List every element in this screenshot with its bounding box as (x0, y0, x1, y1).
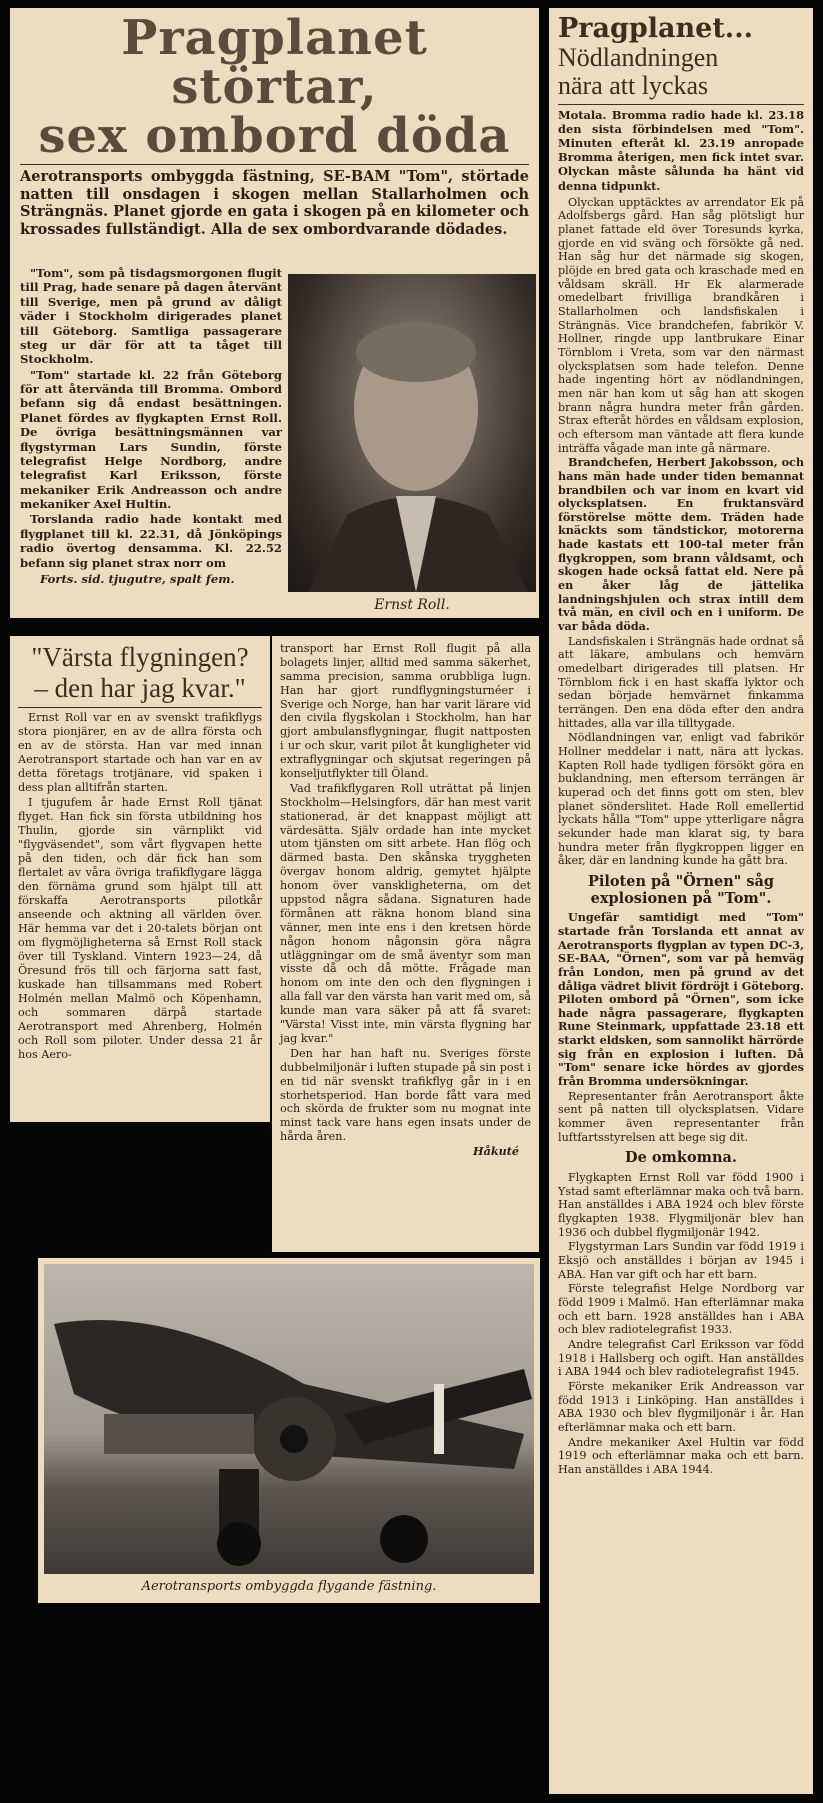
main-body-paragraph: "Tom", som på tisdagsmorgonen flugit till Prag, hade senare på dagen återvänt till Sverige, men på grund av dåligt väder i Stockholm dirigerades planet till Göteborg. Samtliga passagerare steg ur där för att ta tåget till Stockholm. (20, 266, 282, 367)
right-paragraph: Nödlandningen var, enligt vad fabrikör Hollner meddelar i natt, nära att lyckas. Kapten Roll hade tydligen försökt göra en buklandning, men eftersom terrängen är kuperad och det finns gott om sten, blev planet sönderslitet. Hade Roll emellertid lyckats hålla "Tom" uppe ytterligare några sekunder hade man klarat sig, ty bara hundra meter från flygkroppen ligger en åker, där en landning kunde ha gått bra. (558, 731, 804, 868)
ornen-subheading (558, 874, 804, 907)
tribute-left-column (18, 711, 262, 1062)
omkomna-paragraph: Förste telegrafist Helge Nordborg var född 1909 i Malmö. Han efterlämnar maka och ett barn. 1928 anställdes han i ABA och blev radiotelegrafist 1933. (558, 1282, 804, 1337)
right-headline (558, 14, 804, 101)
continued-note: Forts. sid. tjugutre, spalt fem. (40, 571, 235, 586)
omkomna-paragraph: Förste mekaniker Erik Andreasson var född 1913 i Linköping. Han anställdes i ABA 1930 och blev flygmiljonär i år. Han efterlämnar maka och ett barn. (558, 1379, 804, 1434)
main-headline-line-2: sex ombord döda (38, 107, 511, 164)
aircraft-icon (44, 1264, 534, 1574)
omkomna-paragraph: Andre telegrafist Carl Eriksson var född 1918 i Hallsberg och ogift. Han anställdes i ABA 1944 och blev radiotelegrafist 1945. (558, 1337, 804, 1379)
ornen-bold-paragraph: Ungefär samtidigt med "Tom" startade från Torslanda ett annat av Aerotransports flygplan av typen DC-3, SE-BAA, "Örnen", som var på hemväg från London, men på grund av det dåliga vädret blivit fördröjt i Göteborg. Piloten ombord på "Örnen", som icke hade några passagerare, flygkapten Rune Steinmark, uppfattade 23.18 ett starkt eldsken, som sannolikt härrörde sig från en explosion i luften. Då "Tom" senare icke hördes av gjordes från Bromma undersökningar. (558, 910, 804, 1089)
right-lead: Motala. Bromma radio hade kl. 23.18 den sista förbindelsen med "Tom". Minuten efteråt kl. 23.19 anropade Bromma återigen, men fick intet svar. Olyckan måste sålunda ha hänt vid denna tidpunkt. (558, 107, 804, 193)
main-headline-line-1: Pragplanet störtar, (121, 10, 428, 115)
tribute-paragraph: I tjugufem år hade Ernst Roll tjänat flyget. Han fick sin första utbildning hos Thulin, gjorde sin värnplikt vid "flygväsendet", som vårt flygvapen hette på den tiden, och där fick han som flertalet av våra övriga trafikflygare lägga den förnäma grund som hjälpt till att förskaffa Aerotransports pilotkår anseende och aktning all världen över. Här hemma var det i 20-talets början ont om flygmöjligheterna så Ernst Roll stack över till Tyskland. Vintern 1923—24, då Öresund frös till och färjorna satt fast, kuskade han tillsammans med Robert Holmén mellan Malmö och Köpenhamn, och sommaren därpå startade Aerotransport med Ahrenberg, Holmén och Roll som piloter. Under dessa 21 år hos Aero- (18, 796, 262, 1062)
ornen-subheading-line-2: explosionen på "Tom". (590, 889, 772, 907)
omkomna-subheading: De omkomna. (625, 1149, 737, 1167)
right-body (558, 196, 804, 1477)
right-paragraph: Landsfiskalen i Strängnäs hade ordnat så att läkare, ambulans och hemvärn omedelbart dirigerades till platsen. Hr Törnblom fick i en hast skaffa lyktor och sedan började hemvärnet finkamma terrängen. Den ena döda efter den andra hittades, alla var illa tilltygade. (558, 634, 804, 730)
right-rule (558, 104, 804, 105)
headline-rule (20, 164, 529, 165)
main-headline (20, 10, 529, 164)
tribute-headline-line-1: "Värsta flygningen? (31, 642, 249, 672)
tribute-headline-line-2: – den har jag kvar." (34, 673, 246, 704)
tribute-paragraph: transport har Ernst Roll flugit på alla bolagets linjer, alltid med samma säkerhet, samma precision, samma orubbliga lugn. Han har gjort rundflygningsturnéer i Sverige och Norge, han har varit lärare vid den civila flygskolan i Stockholm, han har gjort ambulansflygningar, flugit nattposten i ur och skur, varit pilot åt kungligheter vid extraflygningar och skjutsat regeringen på konseljutflykter till Öland. (280, 642, 531, 781)
aircraft-photo-clipping (38, 1258, 540, 1603)
portrait-photo-icon (288, 274, 536, 592)
main-lead: Aerotransports ombyggda fästning, SE-BAM "Tom", störtade natten till onsdagen i skogen mellan Stallarholmen och Strängnäs. Planet gjorde en gata i skogen på en kilometer och krossades fullständigt. Alla de sex ombordvarande dödades. (20, 167, 529, 238)
right-headline-line-1: Pragplanet... (558, 13, 754, 44)
tribute-paragraph: Vad trafikflygaren Roll uträttat på linjen Stockholm—Helsingfors, där han mest varit stationerad, är det knappast möjligt att värdesätta. Själv ordade han inte mycket utom tjänsten om sitt arbete. Han flög och därmed basta. Den skånska tryggheten övergav honom aldrig, gemytet hjälpte honom över vanskligheterna, om det uppstod några sådana. Signaturen hade förmånen att räkna honom bland sina vänner, men inte ens i den kretsen hörde någon honom någonsin göra några utläggningar om de små äventyr som man visste då och då mötte. Frågade man honom om inte den och den flygningen i alla fall var den värsta han varit med om, så kunde man vara säker på att få svaret: "Värsta! Visst inte, min värsta flygning har jag kvar." (280, 781, 531, 1045)
tribute-right-column (280, 642, 531, 1159)
omkomna-paragraph: Andre mekaniker Axel Hultin var född 1919 och efterlämnar maka och ett barn. Han anställdes i ABA 1944. (558, 1435, 804, 1476)
tribute-clipping-right (272, 636, 539, 1252)
right-bold-paragraph: Brandchefen, Herbert Jakobsson, och hans män hade under tiden bemannat brandbilen och var inom en kvart vid olycksplatsen. En fruktansvärd förstörelse mötte dem. Träden hade knäckts som tändstickor, motorerna hade kastats ett 100-tal meter från flygkroppen, som brann våldsamt, och skogen hade också fattat eld. Nere på en åker låg de jättelika landningshjulen och strax intill dem två män, en civil och en i uniform. De var båda döda. (558, 455, 804, 634)
right-headline-line-3: nära att lyckas (558, 71, 709, 101)
tribute-signature: Håkuté (473, 1144, 519, 1159)
right-paragraph: Olyckan upptäcktes av arrendator Ek på Adolfsbergs gård. Han såg plötsligt hur planet fattade eld över Toresunds kyrka, gjorde en vid sväng och försökte gå ned. Han såg hur det närmade sig skogen, plöjde en bred gata och kraschade med en våldsam skräll. Hr Ek alarmerade omedelbart frivilliga brandkåren i Stallarholmen och landsfiskalen i Strängnäs. Vice brandchefen, fabrikör V. Hollner, ringde upp lantbrukare Einar Törnblom i Vreta, som var den närmast olycksplatsen som hade telefon. Denne hade ingenting hört av nödlandningen, men när han kom ut såg han att skogen brann några hundra meter från gården. Strax efteråt hördes en våldsam explosion, och eftersom man väntade att flera kunde inträffa vågade man inte gå närmare. (558, 195, 804, 455)
right-headline-line-2: Nödlandningen (558, 42, 719, 72)
main-body-column (20, 266, 282, 586)
ornen-subheading-line-1: Piloten på "Örnen" såg (587, 872, 775, 890)
tribute-paragraph: Den har han haft nu. Sveriges förste dubbelmiljonär i luften stupade på sin post i en tid när svenskt trafikflyg går in i en storhetsperiod. Han borde fått vara med och skörda de frukter som nu mognat inte minst tack vare hans egen insats under de hårda åren. (280, 1046, 531, 1144)
omkomna-paragraph: Flygstyrman Lars Sundin var född 1919 i Eksjö och anställdes i början av 1945 i ABA. Han var gift och har ett barn. (558, 1240, 804, 1281)
tribute-rule (18, 707, 262, 708)
tribute-headline (18, 642, 262, 704)
main-body-paragraph: "Tom" startade kl. 22 från Göteborg för att återvända till Bromma. Ombord befann sig då endast besättningen. Planet fördes av flygkapten Ernst Roll. De övriga besättningsmännen var flygstyrman Lars Sundin, förste telegrafist Helge Nordborg, andre telegrafist Karl Eriksson, förste mekaniker Erik Andreasson och andre mekaniker Axel Hultin. (20, 367, 282, 511)
tribute-clipping-left (10, 636, 270, 1122)
portrait-caption: Ernst Roll. (374, 597, 450, 613)
aircraft-caption: Aerotransports ombyggda flygande fästning. (141, 1579, 437, 1594)
main-article-clipping (10, 8, 539, 618)
omkomna-paragraph: Flygkapten Ernst Roll var född 1900 i Ystad samt efterlämnar maka och två barn. Han anställdes i ABA 1924 och blev förste flygkapten 1938. Flygmiljonär blev han 1936 och dubbel flygmiljonär 1942. (558, 1171, 804, 1239)
flying-fortress-photo (44, 1264, 534, 1574)
right-column-clipping (549, 8, 813, 1794)
main-body-paragraph: Torslanda radio hade kontakt med flygplanet till kl. 22.31, då Jönköpings radio övertog densamma. Kl. 22.52 befann sig planet strax norr om (20, 512, 282, 570)
ernst-roll-portrait (288, 274, 536, 592)
tribute-paragraph: Ernst Roll var en av svenskt trafikflygs stora pionjärer, en av de allra första och en av de största. Han var med innan Aerotransport startade och han var en av detta företags trotjänare, vid spaken i dess plan alltifrån starten. (18, 711, 262, 795)
ornen-paragraph: Representanter från Aerotransport åkte sent på natten till olycksplatsen. Vidare kommer även representanter från luftfartsstyrelsen att bege sig dit. (558, 1089, 804, 1144)
